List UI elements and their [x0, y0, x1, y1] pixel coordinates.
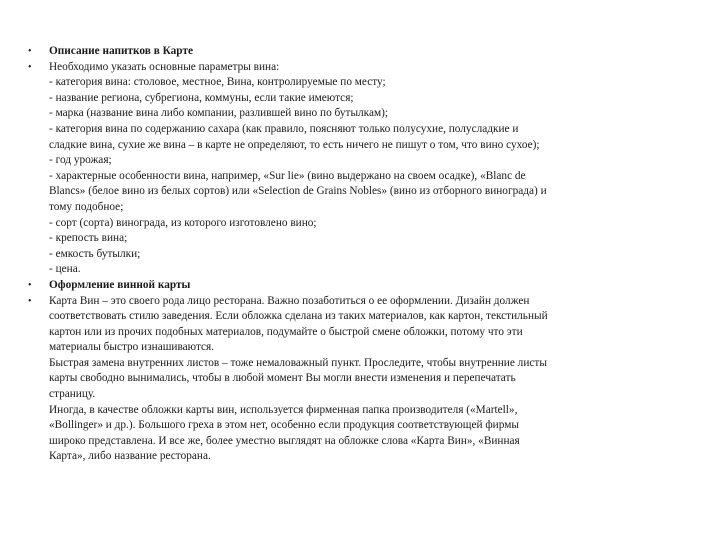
text-line: Карта», либо название ресторана.	[49, 450, 211, 463]
bullet-dot-icon: •	[28, 279, 32, 291]
text-line: Blancs» (белое вино из белых сортов) или «Selection de Grains Nobles» (вино из отборного винограда) и	[49, 185, 547, 198]
text-line: - год урожая;	[49, 154, 112, 167]
text-line: Иногда, в качестве обложки карты вин, используется фирменная папка производителя («Martell»,	[49, 403, 518, 416]
bullet-dot-icon: •	[28, 295, 32, 307]
text-line: Необходимо указать основные параметры вина:	[49, 60, 280, 73]
text-line: соответствовать стилю заведения. Если обложка сделана из таких материалов, как картон, текстильный	[49, 310, 548, 323]
text-line: - категория вина: столовое, местное, Вина, контролируемые по месту;	[49, 76, 386, 89]
text-line: - емкость бутылки;	[49, 247, 141, 260]
section-heading-drinks-description: Описание напитков в Карте	[49, 45, 194, 57]
text-line: тому подобное;	[49, 200, 124, 213]
text-line: материалы быстро изнашиваются.	[49, 341, 215, 354]
text-line: - сорт (сорта) винограда, из которого изготовлено вино;	[49, 216, 317, 229]
bullet-item-design-text	[28, 294, 678, 466]
section-heading-wine-list-design: Оформление винной карты	[49, 278, 191, 291]
text-line: - крепость вина;	[49, 232, 128, 245]
text-line: широко представлена. И все же, более уместно выглядят на обложке слова «Карта Вин», «Винная	[49, 434, 520, 447]
text-line: «Bollinger» и др.). Большого греха в этом нет, особенно если продукция соответствующей фирмы	[49, 419, 519, 432]
text-line: Карта Вин – это своего рода лицо ресторана. Важно позаботиться о ее оформлении. Дизайн должен	[49, 294, 530, 307]
text-line: картон или из прочих подобных материалов, подумайте о быстрой смене обложки, потому что эти	[49, 325, 523, 338]
text-line: - категория вина по содержанию сахара (как правило, поясняют только полусухие, полусладкие и	[49, 122, 519, 135]
text-line: - название региона, субрегиона, коммуны, если такие имеются;	[49, 91, 354, 104]
text-line: - марка (название вина либо компании, разлившей вино по бутылкам);	[49, 107, 389, 120]
text-line: сладкие вина, сухие же вина – в карте не определяют, то есть ничего не пишут о том, что вино сухое);	[49, 138, 540, 151]
bullet-list	[28, 44, 678, 465]
bullet-dot-icon: •	[28, 46, 32, 57]
bullet-item-heading-2	[28, 278, 678, 294]
text-line: Быстрая замена внутренних листов – тоже немаловажный пункт. Проследите, чтобы внутренние листы	[49, 356, 547, 369]
bullet-item-wine-parameters	[28, 60, 678, 278]
bullet-item-heading-1	[28, 44, 678, 60]
text-line: страницу.	[49, 388, 96, 401]
text-line: - цена.	[49, 263, 81, 276]
bullet-dot-icon: •	[28, 61, 32, 73]
text-line: карты свободно вынимались, чтобы в любой момент Вы могли внести изменения и перепечатать	[49, 372, 516, 385]
text-line: - характерные особенности вина, например, «Sur lie» (вино выдержано на своем осадке), «Blanc de	[49, 169, 526, 182]
